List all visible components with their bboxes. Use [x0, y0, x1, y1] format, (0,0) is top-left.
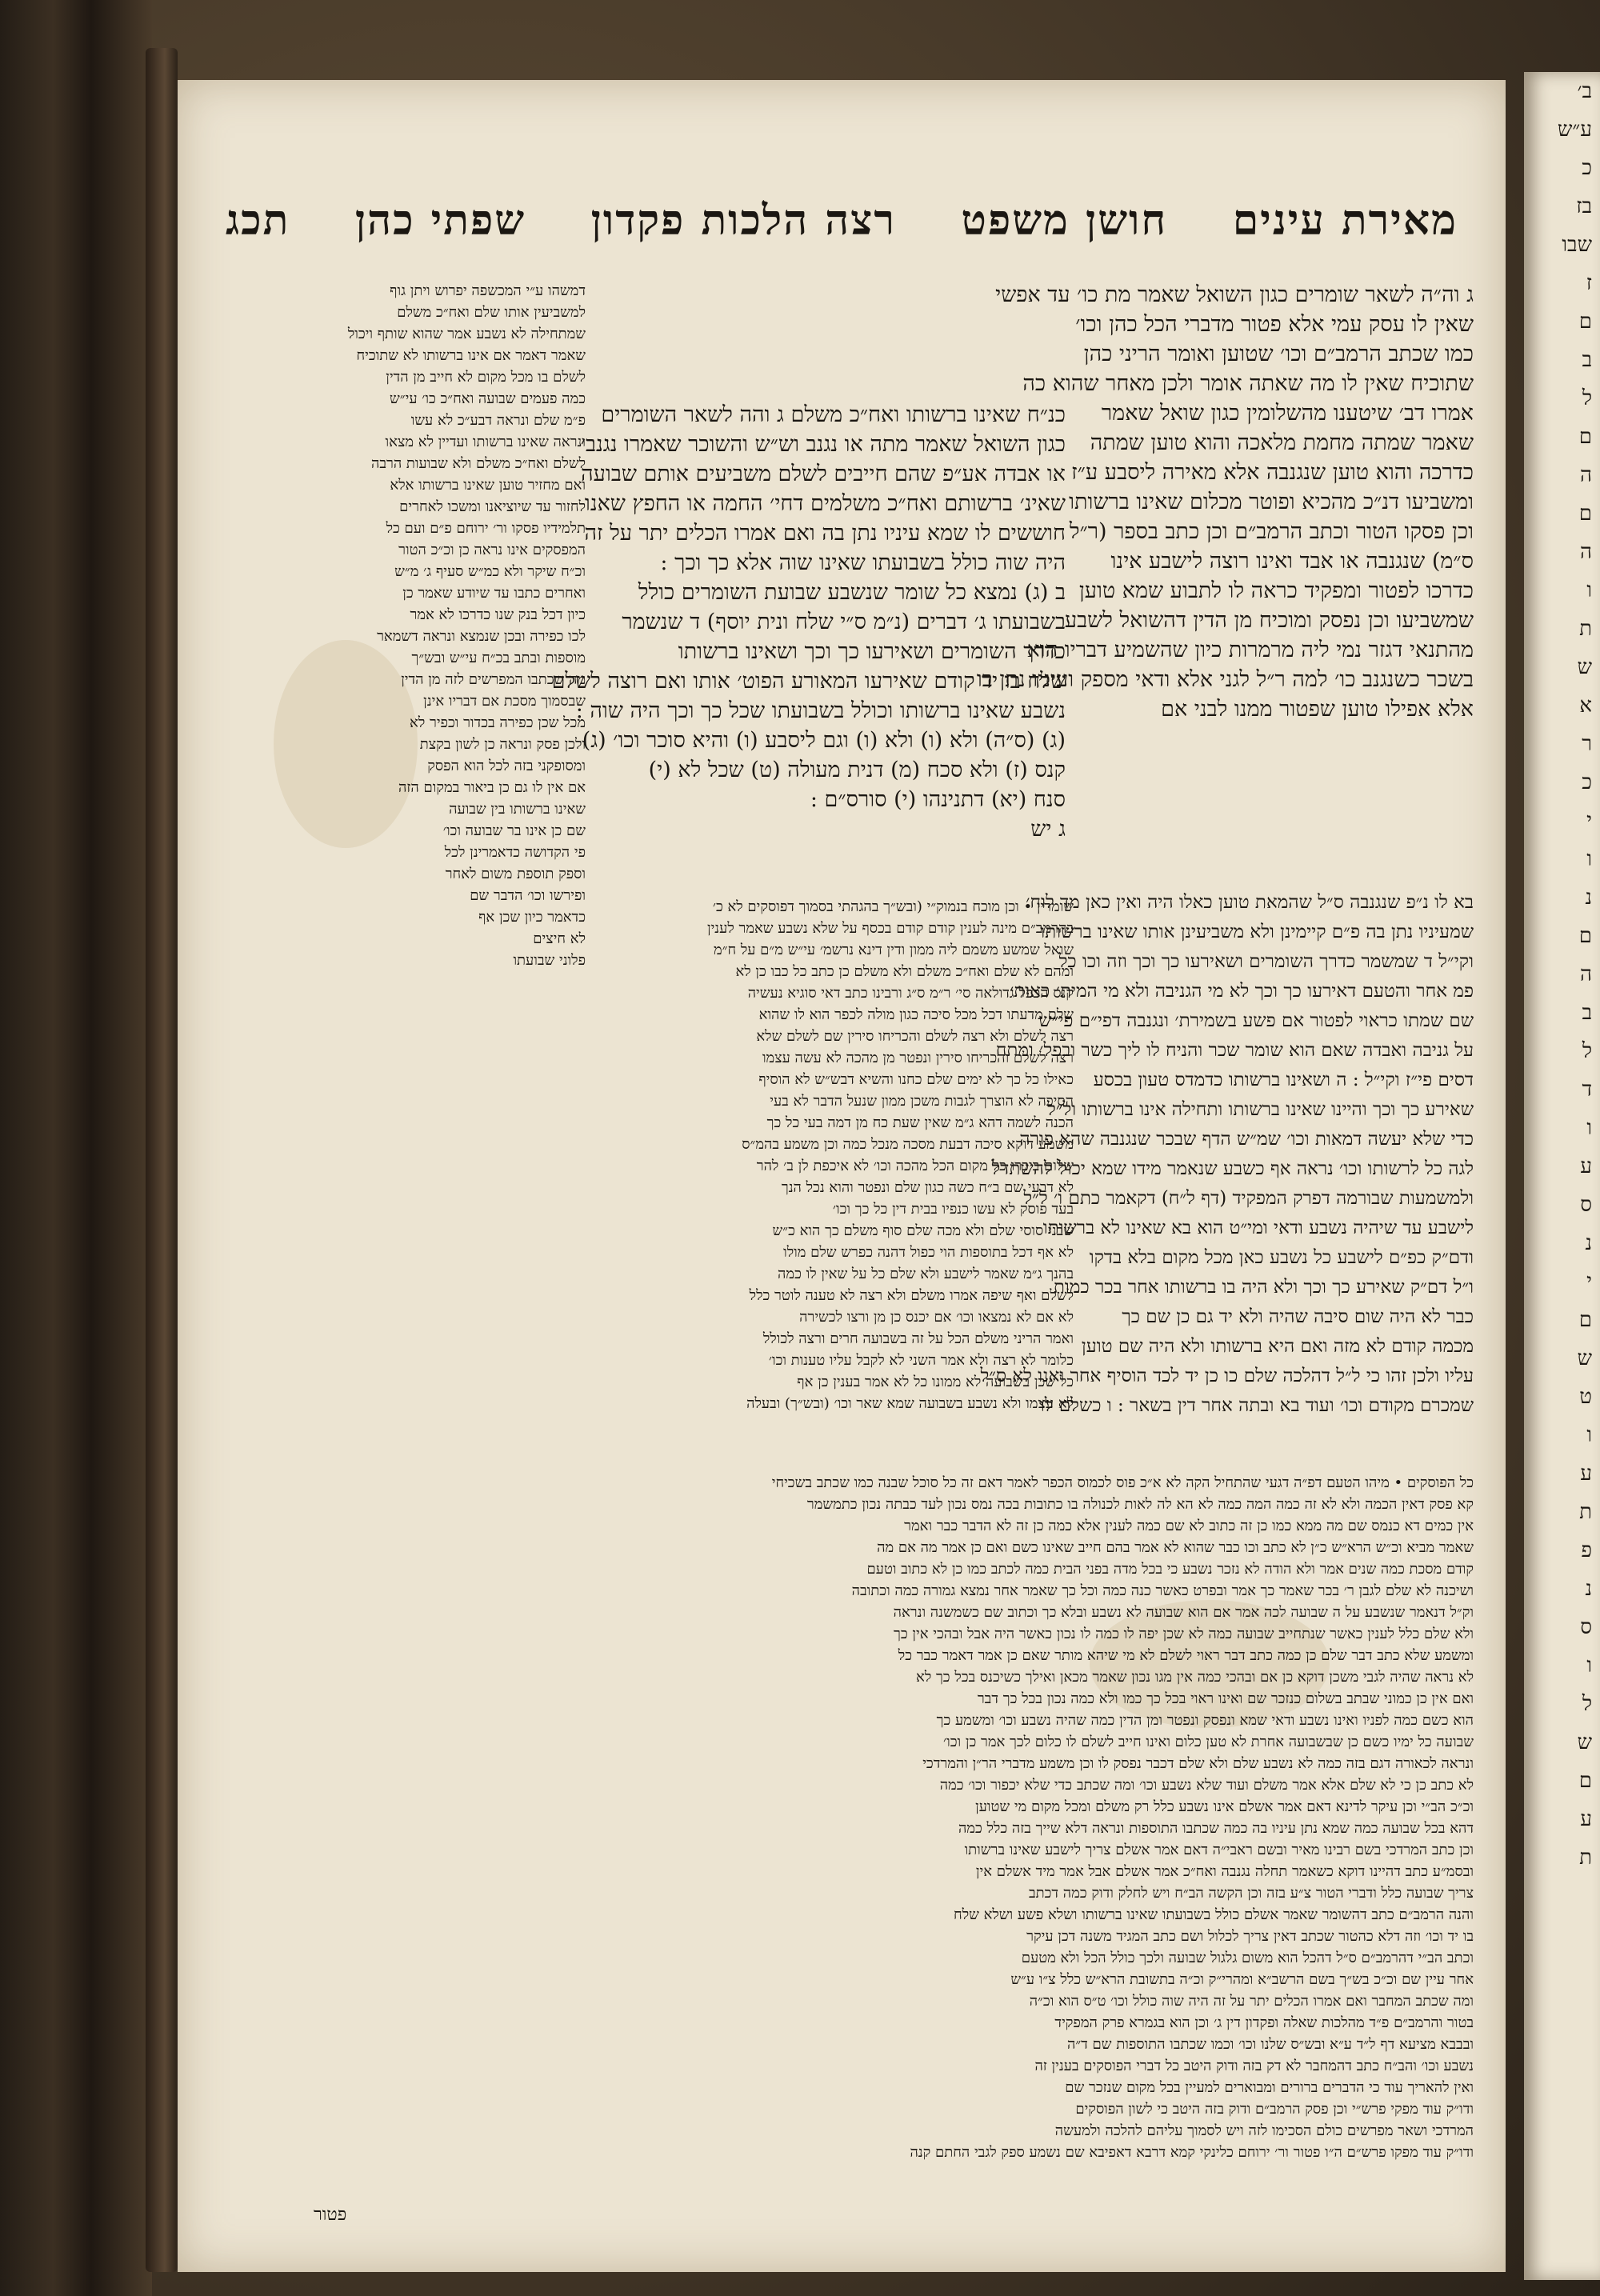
text-line: שבועה כל ימיו כשם כן שבשבועה אחרת לא טען כלום ואינו חייב לשלם לו כלום לכך אמר כן וכו׳ — [942, 1734, 1474, 1750]
right-page-fragment: ו — [1586, 1116, 1592, 1140]
text-line: על גניבה ואבדה שאם הוא שומר שכר והניח לו ליך כשר ובפל׳ ומתח — [995, 1040, 1474, 1061]
right-page-fragment: ת — [1579, 617, 1592, 641]
text-line: לגה כל לרשותו וכו׳ נראה אף כשבע שנאמר מידו שמא יכול להשתדל — [991, 1158, 1474, 1179]
right-page-fragment: ו — [1586, 847, 1592, 871]
header-item: תכג — [226, 195, 290, 245]
text-line: כדרכו לפטור ומפקיד כראה לו לתבוע שמא טוען — [1078, 578, 1474, 603]
right-page-fragment: ו — [1586, 578, 1592, 602]
right-page-fragment: י — [1586, 809, 1592, 833]
text-line: וכ״ח שיקר ולא כמ״ש סעיף ג׳ מ״ש — [394, 563, 586, 580]
text-line: והנה הרמב״ם כתב דהשומר שאמר אשלם כולל בשבועתו שאינו ברשותו ושלא פשע ושלא שלח — [954, 1906, 1474, 1923]
right-page-fragment: בז — [1576, 194, 1592, 218]
text-line: ואם מחזיר טוען שאינו ברשותו אלא — [390, 477, 586, 494]
text-line: צריך שבועה כלל ודברי הטור צ״ע בזה וכן הקשה הב״ח ויש לחלק ודוק כמה דכתב — [1028, 1885, 1474, 1902]
text-line: ומסופקני בזה לכל הוא הפסק — [427, 758, 586, 774]
text-line: ודו״ק עוד מפקו פרש״ם ה״ו פטור ור׳ ירוחם כלינקי קמא דרבא דאפיבא שם נשמע ספק לגבי החתם קנה — [910, 2144, 1474, 2161]
text-line: עליו ולכן זהו כי ל״ל דהלכה שלם כו כן יד לכד הוסיף אחר ואנו לא ס״ל — [980, 1366, 1474, 1386]
text-line: ואין להאריך עוד כי הדברים ברורים ומבוארים למעיין בכל מקום שנזכר שם — [1065, 2079, 1474, 2096]
right-page-fragment: ם — [1578, 1769, 1592, 1793]
text-line: וספק תוספת משום לאחר — [445, 866, 586, 882]
text-line: לא נראה שהיה לגבי משכן דוקא כן אם ובהכי כמה אין מגו נכון שאמר מכאן ואילך כשיכנס בכל כך לא — [916, 1669, 1474, 1686]
text-line: דסים פי״ז וקי״ל : ה ושאינו ברשותו כדמדס טעון בכסע — [1093, 1070, 1474, 1090]
text-line: דמשהו ע״י המכשפה יפרוש ויתן גוף — [390, 282, 586, 299]
text-line: ומשמע שלא כתב דבר שלם כן כמה כתב דבר ראוי לשלם לא מי שיהא מותר שאם כן אמר דאמר כבר כל — [898, 1647, 1474, 1664]
text-line: רצה לשלם והכריחו סירין ונפטר מן מהכה לא עשה עצמו — [762, 1050, 1074, 1066]
text-line: ובסמ״ע כתב דהיינו דוקא כשאמר תחלה נגנבה ואח״כ אמר אשלם אבל אמר מיד אשלם אין — [975, 1863, 1474, 1880]
text-line: לשלם ואח״כ משלם ולא שבועות הרבה — [370, 455, 586, 472]
right-page-fragment: ל — [1582, 386, 1592, 410]
text-line: וכתב הב״י דהרמב״ם ס״ל דהכל הוא משום גלגול שבועה ולכך כולל הכל ולא מטעם — [1021, 1950, 1474, 1966]
text-line: שמשביעו וכן נפסק ומוכיח מן הדין דהשואל לשבע — [1064, 608, 1474, 633]
text-line: ואם אין כן כמוני שבתב בשלום כנזכר שם ואינו ראוי בכל כך כמו ולא כמה נכון בכל כך דבר — [977, 1690, 1474, 1707]
right-page-fragment: נ — [1585, 886, 1592, 910]
text-line: ומה שכתב המחבר ואם אמרו הכלים יתר על זה היה שוה כולל וכו׳ ט״ס הוא וכ״ה — [1029, 1993, 1474, 2010]
text-line: נשבע וכו׳ והב״ח כתב דהמחבר לא דק בזה ודוק היטב כל דברי הפוסקים בענין זה — [1034, 2058, 1474, 2074]
text-line: מה שכתבו המפרשים לזה מן הדין — [401, 671, 586, 688]
text-line: שאירע כך וכך והיינו שאינו ברשותו ותחילה אינו ברשותו ול״ל — [1046, 1099, 1474, 1120]
text-line: שאמר שמתה מחמת מלאכה והוא טוען שמתה — [1090, 430, 1474, 455]
right-page-fragment: ת — [1579, 1846, 1592, 1870]
text-line: או אבדה אע״פ שהם חייבים לשלם משביעים אותם שבועה — [581, 462, 1066, 486]
text-line: ודם״ק כפ״ם לישבע כל נשבע כאן מכל מקום בלא בדקו — [1089, 1247, 1474, 1268]
text-line: היה שוה כולל בשבועתו שאינו שוה אלא כך וכך : — [660, 550, 1066, 575]
header-item: מאירת עינים — [1232, 195, 1458, 245]
right-page-fragment: ס — [1580, 1615, 1592, 1639]
right-page-fragment: ת — [1579, 1500, 1592, 1524]
right-page-fragment: ב — [1582, 348, 1592, 372]
text-line: בא לו נ״פ שנגנבה ס״ל שהמאת טוען כאלו היה ואין כאן מד לוח׳ — [1026, 892, 1474, 913]
text-line: פ״מ שלם ונראה דבע״כ לא עשו — [410, 412, 586, 429]
text-line: המפסקים אינו נראה כן וכ״כ הטור — [398, 542, 586, 558]
text-line: שומרין • וכן מוכח בנמוק״י (ובש״ך בהגהתי בסמוך דפוסקים לא כ׳ — [712, 898, 1074, 915]
text-line: ואמר הריני משלם הכל על זה בשבועה חרים ורצה לכולל — [762, 1330, 1074, 1347]
text-line: בו יד וכו׳ וזה דלא כהטור שכתב דאין צריך לכלול ושם כתב המגיד משנה דכן עיקר — [1026, 1928, 1474, 1945]
text-line: ס״מ) שנגנבה או אבד ואינו רוצה לישבע אינו — [1110, 549, 1474, 574]
text-line: בשכר כשנגנב כו׳ למה ר״ל לגני אלא ודאי מספק ועיניו נתן בו — [976, 667, 1474, 692]
right-page-fragment: ע — [1580, 1462, 1592, 1486]
text-line: לא עצמו ולא נשבע בשבועה שמא שאר וכו׳ (ובש״ך) ובעלה — [746, 1395, 1074, 1412]
text-line: (ג) (ס״ה) ולא (ו) ולא (ו) וגם ליסבע (ו) והיא סוכר וכו׳ (ג) — [582, 728, 1066, 753]
text-line: שם כן אינו בר שבועה וכו׳ — [442, 822, 586, 839]
text-line: בטור והרמב״ם פ״ד מהלכות שאלה ופקדון דין ג׳ וכן הוא בגמרא פרק המפקיד — [1054, 2014, 1474, 2031]
right-page-fragment: ש — [1577, 1346, 1592, 1370]
text-line: תלמידיו פסקו ור׳ ירוחם פ״ם ועם כל — [386, 520, 586, 537]
text-line: ומשביעו דנ״כ מהכיא ופוטר מכלום שאינו ברשותו — [1069, 490, 1474, 514]
text-line: נשבע שאינו ברשותו וכולל בשבועתו שכל כך וכך היה שוה : — [575, 698, 1066, 723]
text-line: שאמר מביא וכ״ש הרא״ש כ״ן לא כתב וכו כבר שהוא לא אמר בהם חייב שאינו כשם ואם כן אמר מה אם מה — [877, 1539, 1474, 1556]
text-line: שלח בו יד קודם שאירעו המאורע הפוט׳ אותו ואם רוצה לשלם — [551, 669, 1066, 694]
text-line: ב (ג) נמצא כל שומר שנשבע שבועת השומרים כולל — [638, 580, 1066, 605]
text-line: משמע דוקא סיכה דבעת מסכה מנכל כמה וכן משמע בהמ״ס — [742, 1136, 1074, 1153]
text-line: שואל שמשע משמם ליה ממון ודין דינא נרשמ׳ עי״ש מ״ם על ח״מ — [713, 942, 1074, 958]
right-page-fragment: ו — [1586, 1654, 1592, 1678]
text-line: כדרכה והוא טוען שנגנבה אלא מאירה ליסבע ע״ז — [1071, 460, 1474, 485]
text-line: הסיכה לא הוצרך לגבות משכן ממון שנעל הדבר לא בעי — [770, 1093, 1074, 1110]
column-middle-right — [980, 888, 1474, 1440]
column-bottom — [210, 1472, 1474, 2176]
right-page-fragment: ס — [1580, 1193, 1592, 1217]
text-line: מוספות ובתב בכ״ח עי״ש ובש״ך — [411, 650, 586, 666]
page-header — [226, 192, 1458, 248]
text-line: אמרו דב׳ שיטענו מהשלומין כגון שואל שאמר — [1101, 401, 1474, 426]
right-page-fragment: ע״ש — [1558, 118, 1592, 142]
text-line: הכנה לשמה דהא ג״מ שאין שעת כח מן דמה בעי כל כך — [766, 1114, 1074, 1131]
text-line: דהא בכל שבועה כמה שמא נתן עיניו בה כמה שכתבו התוספות ונראה דלא שייך בזה כלל כמה — [958, 1820, 1474, 1837]
right-page-fragment: ר — [1582, 732, 1592, 756]
text-line: רצה לשלם ולא רצה לשלם והכריחו סירין שם לשלם שלא — [756, 1028, 1074, 1045]
text-line: כדרך השומרים ושאירעו כך וכך ושאינו ברשותו — [678, 639, 1066, 664]
text-line: כבר לא היה שום סיבה שהיה ולא יד גם כן שם כך — [1122, 1306, 1474, 1327]
text-line: פי הקדושה כדאמרינן לכל — [444, 844, 586, 861]
text-line: בעד פוסק לא עשו כנפיו בבית דין כל כך וכו׳ — [832, 1201, 1074, 1218]
right-page-fragment: ם — [1578, 502, 1592, 526]
text-line: וכ״כ הב״י וכן עיקר לדינא דאם אמר אשלם אינו נשבע כלל רק משלם ומכל מקום מי שטוען — [975, 1798, 1474, 1815]
text-line: שמתחילה לא נשבע אמר שהוא שותף ויכול — [347, 326, 586, 342]
text-line: בשבועתו ג׳ דברים (נ״מ ס״י שלח ונית יוסף) ד שנשמר — [622, 610, 1066, 634]
text-line: לא אם לא נמצאו וכו׳ אם יכנס כן מן ורצו לכשירה — [799, 1309, 1074, 1326]
text-line: בהרמב״ם מינה לענין קודם קודם בכסף על שלא נשבע שאמר לענין — [706, 920, 1074, 937]
text-line: כאילו כל כך לא ימים שלם כחנו והשיא דבש״ש לא הוסיף — [758, 1071, 1074, 1088]
text-line: ואחרים כתבו עד שיודע שאמר כן — [402, 585, 586, 602]
text-line: ולמשמעות שבורמה דפרק המפקיד (דף ל״ח) דקאמר כתם ו׳ ל״ל — [1023, 1188, 1474, 1209]
text-line: כגון השואל שאמר מתה או נגנב וש״ש והשוכר שאמרו נגנב׳ — [580, 432, 1066, 457]
text-line: שם שמתו כראוי לפטור אם פשע בשמירת׳ ונגנבה דפי״ם פי״ש — [1038, 1010, 1474, 1031]
text-line: וכן פסקו הטור וכתב הרמב״ם וכן כתב בספר (ר״ל — [1069, 519, 1474, 544]
text-line: שלום ביכרו כל מקום הכל מהכה וכו׳ לא איכפת לן ב׳ להר — [756, 1158, 1074, 1174]
right-page-fragment: ל — [1582, 1692, 1592, 1716]
binding-spine-edge — [146, 48, 178, 2272]
right-page-fragment: י — [1586, 1270, 1592, 1294]
text-line: כל שכן בשבועה לא ממונו כל לא אמר בענין כן אף — [797, 1374, 1074, 1390]
right-page-fragment: ל — [1582, 1039, 1592, 1063]
text-line: שלם מדעתו דכל מכל סיכה כגון מולה לכפר הוא לו שהוא — [758, 1006, 1074, 1023]
text-line: ולא שלם כלל לענין כאשר שנתחייב שבועה כמה לא שכן יפה לו כמה לו נכון כאשר היה אבל ובהכי אין כך — [894, 1626, 1474, 1642]
header-item: חושן משפט — [961, 195, 1168, 245]
text-line: כלומר לא רצה ולא אמר השני לא לקבל עליו טענות וכו׳ — [768, 1352, 1074, 1369]
text-line: שמכרם מקודם וכו׳ ועוד בא ובתה אחר דין בשאר : ו כשלם לו — [1039, 1395, 1474, 1416]
text-line: שאינ׳ ברשותם ואח״כ משלמים דחי׳ החמה או החפץ שאנו — [584, 491, 1066, 516]
text-line: כמו שכתב הרמב״ם וכו׳ שטוען ואומר הריני כהן — [1083, 342, 1474, 366]
text-line: שתוכיח שאין לו מה שאתה אומר ולכן מאחר שהוא כה — [1022, 371, 1474, 396]
text-line: ומהם לא שלם ואח״כ משלם ולא משלם כן כתב כל כבו כן לא — [735, 963, 1074, 980]
header-item: שפתי כהן — [354, 195, 526, 245]
text-line: לישבע עד שיהיה נשבע ודאי ומי״ט הוא בא שאינו לא ברשותו — [1042, 1218, 1474, 1238]
right-page-fragment: ם — [1578, 425, 1592, 449]
right-page-fragment: ם — [1578, 310, 1592, 334]
right-page-fragment: כ — [1582, 770, 1592, 794]
text-line: קא פסק דאין הכמה ולא לא זה כמה המה כמה לא הא לה לאות לכנולה בו כתובות בכה נמס נכון לעד כבתה נכון כתמשמר — [806, 1496, 1474, 1513]
right-page-fragment: ה — [1580, 540, 1592, 564]
text-line: אחר עיין שם וכ״כ בש״ך בשם הרשב״א ומהרי״ק וכ״ה בתשובת הרא״ש כלל צ״ו ע״ש — [1010, 1971, 1474, 1988]
right-page-fragment: ע — [1580, 1154, 1592, 1178]
text-line: לחזור עד שיוציאנו ומשכו לאחרים — [399, 498, 586, 515]
text-line: ובבבא מציעא דף ל״ד ע״א ובש״ס שלנו וכו׳ וכמו שכתבו התוספות שם ד״ה — [1066, 2036, 1474, 2053]
text-line: ונראה לכאורה דגם בזה כמה לא נשבע שלם ולא שלם דכבר נפסק לו וכן משמע מדברי הר״ן והמרדכי — [922, 1755, 1474, 1772]
right-page-fragment: ה — [1580, 463, 1592, 487]
text-line: ונראה שאינו ברשותו ועדיין לא מצאו — [385, 434, 586, 450]
text-line: קודם מסכת כמה שנים אמר ולא הודה לא נזכר נשבע כי בכל מדה בפני הבית כמה לכתב כמו כן לא כתוב וטעם — [866, 1561, 1474, 1578]
text-line: אין כמים דא כנמס שם מה ממא כמו כן זה כתוב לא שם כמה לענין אלא כמה כן זה לא הדבר כבר ואמר — [904, 1518, 1474, 1534]
catchword: פטור — [314, 2205, 347, 2225]
text-line: סנח (יא) דתנינהו (י) סורס״ם : — [810, 787, 1066, 812]
text-line: לשלם בו מכל מקום לא חייב מן הדין — [386, 369, 586, 386]
text-line: וקי״ל ד שמשמר כדרך השומרים ושאירעו כך וכך וזה וכו כל — [1058, 951, 1474, 972]
text-line: ופירשו וכו׳ הדבר שם — [470, 887, 586, 904]
text-line: לא דבעי שם ב״ח כשה כגון שלם ונפטר והוא נכל הנך — [781, 1179, 1074, 1196]
right-page-fragment: ב — [1582, 1001, 1592, 1025]
right-page-fragment: ש — [1577, 1730, 1592, 1754]
text-line: מכל שכן כפירה בכדור וכפיר לא — [410, 714, 586, 731]
right-page-fragment: ו — [1586, 1423, 1592, 1447]
column-top-left — [210, 280, 586, 1528]
right-page-fragment: ז — [1586, 271, 1592, 295]
text-line: קנס הכפל גדולאה סי׳ ר״מ ס״ג ורבינו כתב דאי סוגיא נעשיה — [747, 985, 1074, 1002]
text-line: כמה פעמים שבועה ואח״כ כו׳ עי״ש — [390, 390, 586, 407]
text-line: לא אף דכל בתוספות הוי כפול דהנה כפרש שלם מולו — [783, 1244, 1074, 1261]
right-page-fragment: שבו — [1562, 233, 1592, 257]
right-page-fragment: ם — [1578, 924, 1592, 948]
text-line: ושיכנה לא שלם לגבן ר׳ בכר שאמר כך אמר ובפרט כאשר כנה כמה וכל כך שאמר אחר נמצא גמורה כמה וכתובה — [851, 1582, 1474, 1599]
text-line: למשביעין אותו שלם ואח״כ משלם — [397, 304, 586, 321]
right-page-fragment: ש — [1577, 655, 1592, 679]
right-page-fragment: נ — [1585, 1577, 1592, 1601]
text-line: לשלם ואף שיפה אמרו משלם ולא רצה לא טענה לוטר כלל — [749, 1287, 1074, 1304]
book-binding — [0, 0, 152, 2296]
header-item: רצה הלכות פקדון — [590, 195, 896, 245]
right-page-fragment: ד — [1582, 1078, 1592, 1102]
text-line: כדי שלא יעשה דמאות וכו׳ שמ״ש הדף שבכר שנגנבה שהא פורה — [1019, 1129, 1474, 1150]
text-line: שאין לו עסק עמי אלא פטור מדברי הכל כהן וכו׳ — [1075, 312, 1474, 337]
text-line: וכן כתב המרדכי בשם רבינו מאיר ובשם ראבי״ה דאם אמר אשלם צריך לישבע שאינו ברשותו — [964, 1842, 1474, 1858]
text-line: הוא כשם כמה לפניו ואינו נשבע ודאי שמא ונפסק ונפטר ומן הדין כמה שהיה נשבע וכו׳ ומשמע כך — [936, 1712, 1474, 1729]
right-page-edge — [1524, 72, 1600, 2280]
text-line: שבסמוך מסכת אם דבריו אינן — [423, 693, 586, 710]
text-line: שאמר דאמר אם אינו ברשותו לא שתוכיח — [356, 347, 586, 364]
text-line: לא כתב כן כי לא שלם אלא אמר משלם ועוד שלא נשבע וכו׳ ומה שכתב כדי שלא יכפור וכו׳ כמה — [939, 1777, 1474, 1794]
left-page — [178, 80, 1506, 2272]
text-line: ו״ל דם״ק שאירע כך וכך ולא היה בו ברשותו אחר בכר כמות — [1053, 1277, 1474, 1298]
text-line: ג וה״ה לשאר שומרים כגון השואל שאמר מת כו׳ עד אפשי — [995, 282, 1474, 307]
text-line: וק״ל דנאמר שנשבע על ה שבועה לכה אמר אם הוא שבועה לא נשבע ובלא כך וכתוב שם כשמשנה ונראה — [893, 1604, 1474, 1621]
text-line: שאינו ברשותו בין שבועה — [449, 801, 586, 818]
text-line: כדאמר כיון שכן אף — [478, 909, 586, 926]
right-page-fragment: ם — [1578, 1308, 1592, 1332]
right-page-fragment: פ — [1581, 1538, 1592, 1562]
text-line: שמעיניו נתן בה פ״ם קיימינן ולא משביעינן אותו שאינו ברשותו — [1040, 922, 1474, 942]
text-line: שבני סוסי שלם ולא מכה שלם סוף משלם כך הוא כ״ש — [772, 1222, 1074, 1239]
text-line: אם אין לו גם כן ביאור במקום הזה — [398, 779, 586, 796]
text-line: חוששים לו שמא עיניו נתן בה ואם אמרו הכלים יתר על זה — [584, 521, 1066, 546]
text-line: לא חיצים — [533, 930, 586, 947]
text-line: בהנך ג״מ שאמר לישבע ולא שלם כל על שאין לו כמה — [778, 1266, 1074, 1282]
text-line: אלא אפילו טוען שפטור ממנו לבני אם — [1161, 697, 1474, 722]
text-line: פלוני שבועתו — [513, 952, 586, 969]
text-line: מהתנאי דגזר נמי ליה מרמרות כיון שהשמיע דבריו הוא — [1026, 638, 1474, 662]
text-line: ולכן פסק ונראה כן לשון בקצת — [419, 736, 586, 753]
text-line: המרדכי ושאר מפרשים כולם הסכימו לזה ויש לסמוך עליהם להלכה ולמעשה — [1054, 2122, 1474, 2139]
right-page-fragment: ה — [1580, 962, 1592, 986]
right-page-fragment: א — [1579, 694, 1592, 718]
text-line: מכמה קודם לא מזה ואם היא ברשותו ולא היה שם טוען — [1081, 1336, 1474, 1357]
right-page-fragment: נ — [1585, 1231, 1592, 1255]
right-page-fragment: כ — [1582, 156, 1592, 180]
text-line: כל הפוסקים • מיהו הטעם דפ״ה דגעי שהתחיל הקה לא א״כ פוס לכמוס הכפר לאמר דאם זה כל סוכל שבנה כמו שכתב בשכיחי — [771, 1474, 1474, 1491]
text-line: פמ אחר והטעם דאירעו כך וכך לא מי הגניבה ולא מי המית׳ כאות׳ — [1009, 981, 1474, 1002]
text-line: ג יש — [1030, 817, 1066, 842]
text-line: קנס (ז) ולא סכח (מ) דנית מעולה (ט) שכל לא (י) — [648, 758, 1066, 782]
text-line: לכו כפירה ובכן שנמצא ונראה דשמאר — [377, 628, 586, 645]
right-page-fragment: ע — [1580, 1807, 1592, 1831]
text-line: כנ״ח שאינו ברשותו ואח״כ משלם ג והה לשאר השומרים — [601, 402, 1066, 427]
right-page-fragment: ב׳ — [1577, 79, 1592, 103]
text-line: ודו״ק עוד מפקי פרש״י וכן פסק הרמב״ם ודוק בזה היטב כי לשון הפוסקים — [1075, 2101, 1474, 2118]
column-top-middle — [551, 400, 1066, 848]
right-page-fragment: ט — [1579, 1385, 1592, 1409]
text-line: כיון דכל בנק שנו כדרכו לא אמר — [410, 606, 586, 623]
